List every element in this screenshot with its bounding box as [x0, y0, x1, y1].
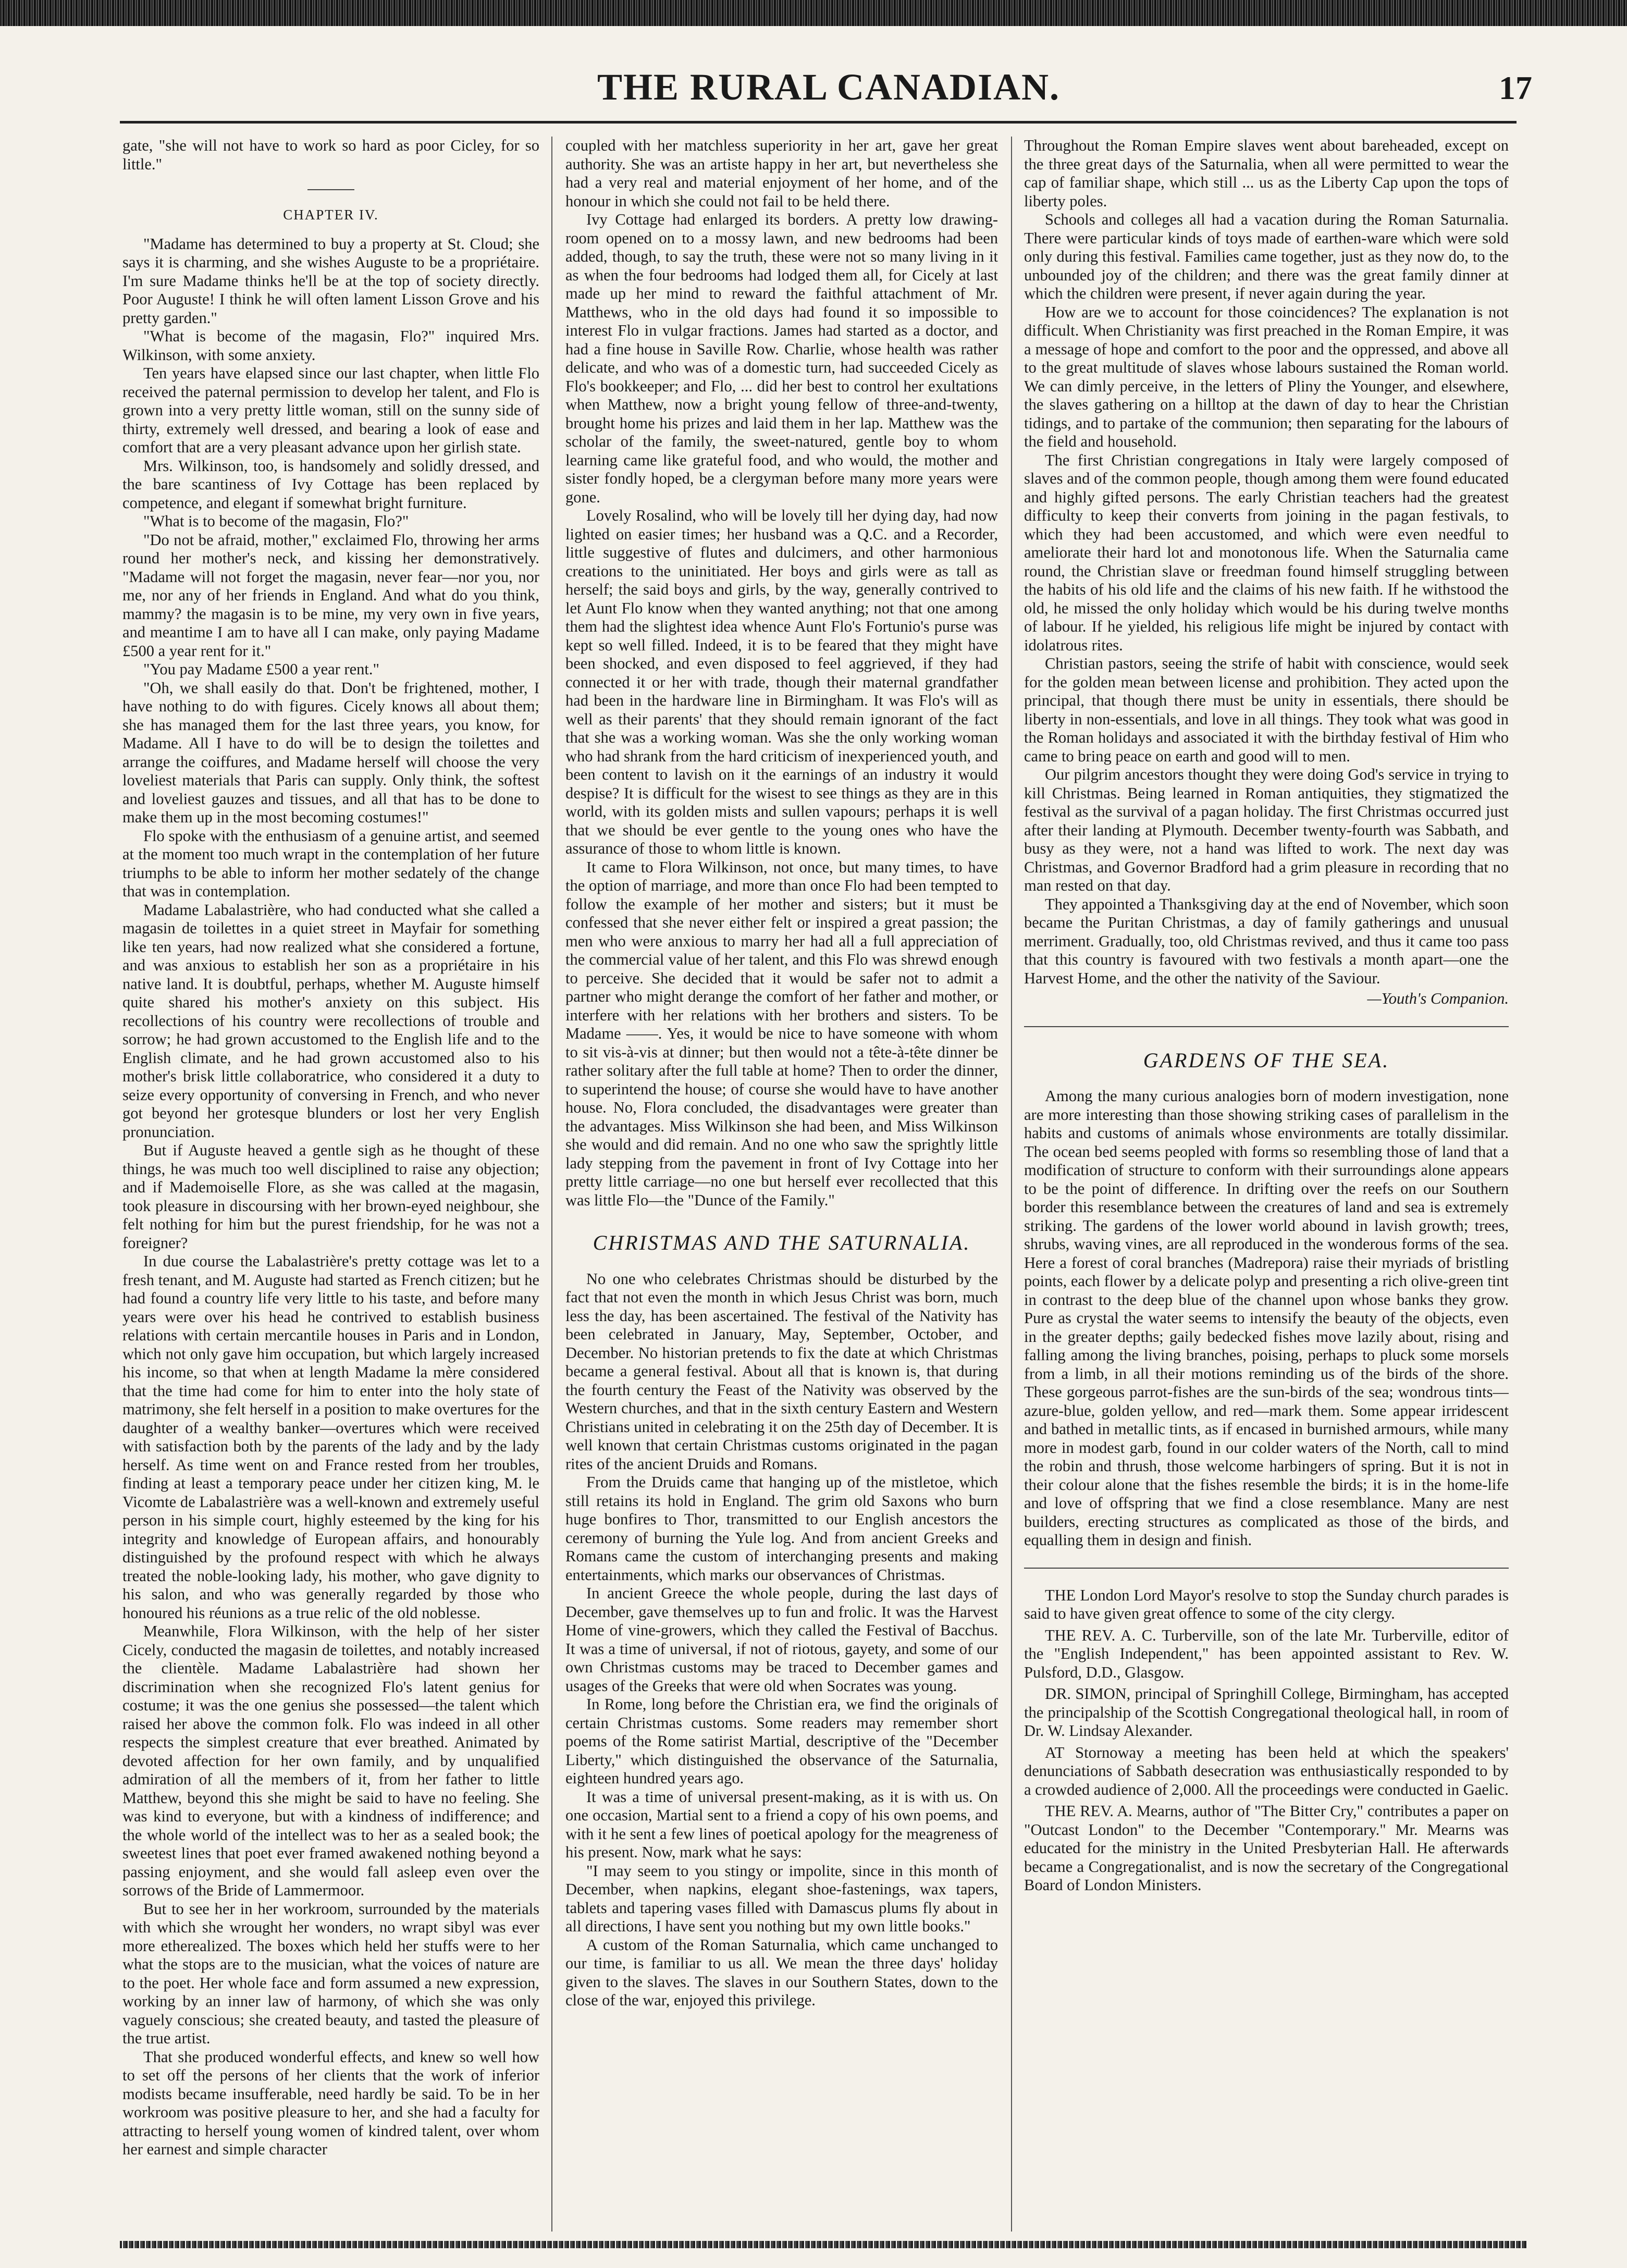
section-rule — [1024, 1026, 1509, 1027]
paragraph: coupled with her matchless superiority in her art, gave her great authority. She was an artiste happy in her art, but nevertheless she had a very real and material enjoyment of her home, and of the honour in which she could not fail to be held there. — [565, 137, 998, 210]
news-note: THE REV. A. Mearns, author of "The Bitter Cry," contributes a paper on "Outcast London" to the December "Contemporary." Mr. Mearns was educated for the ministry in the United Presbyterian Hall. He afterwards became a Congregationalist, and is now the secretary of the Congregational Board of London Ministers. — [1024, 1802, 1509, 1894]
header-rule — [120, 121, 1517, 124]
column-3 — [1024, 137, 1509, 2232]
page-header — [125, 63, 1532, 120]
paragraph: Ivy Cottage had enlarged its borders. A pretty low drawing-room opened on to a mossy lawn, and new bedrooms had been added, though, to say the truth, these were not so many living in it as when the four bedrooms had lodged them all, for Cicely at last made up her mind to reward the faithful attachment of Mr. Matthews, who in the old days had found it so impossible to interest Flo in vulgar fractions. James had started as a doctor, and had a fine house in Saville Row. Charlie, whose health was rather delicate, and who was of a domestic turn, had succeeded Cicely as Flo's bookkeeper; and Flo, ... did her best to control her exultations when Matthew, now a bright young fellow of three-and-twenty, brought home his prizes and laid them in her lap. Matthew was the scholar of the family, the sweet-natured, gentle boy to whom learning came like grateful food, and who would, the mother and sister fondly hoped, be a clergyman before many more years were gone. — [565, 211, 998, 506]
paragraph: But if Auguste heaved a gentle sigh as he thought of these things, he was much too well disciplined to raise any objection; and if Mademoiselle Flore, as she was called at the magasin, took pleasure in discoursing with her brown-eyed neighbour, she felt nothing for him but the purest friendship, for he was not a foreigner? — [122, 1141, 539, 1252]
article-signature: —Youth's Companion. — [1367, 990, 1509, 1007]
paragraph: But to see her in her workroom, surrounded by the materials with which she wrought her wonders, no wrapt sibyl was ever more etherealized. The boxes which held her stuffs were to her what the stops are to the musician, what the voices of nature are to the poet. Her whole face and form assumed a new expression, working by an inner law of harmony, of which she was only vaguely conscious; she created beauty, and tasted the pleasure of the true artist. — [122, 1900, 539, 2047]
article-title-gardens: GARDENS OF THE SEA. — [1143, 1048, 1390, 1072]
paragraph: No one who celebrates Christmas should be disturbed by the fact that not even the month in which Jesus Christ was born, much less the day, has been ascertained. The festival of the Nativity has been celebrated in January, May, September, October, and December. No historian pretends to fix the date at which Christmas became a general festival. About all that is known is, that during the fourth century the Feast of the Nativity was observed by the Western churches, and that in the sixth century Eastern and Western Christians united in celebrating it on the 25th day of December. It is well known that certain Christmas customs originated in the pagan rites of the ancient Druids and Romans. — [565, 1269, 998, 1473]
paragraph: Christian pastors, seeing the strife of habit with conscience, would seek for the golden mean between license and prohibition. They acted upon the principal, that though there must be unity in essentials, there should be liberty in non-essentials, and love in all things. They took what was good in the Roman holidays and associated it with the birthday festival of Him who came to bring peace on earth and good will to men. — [1024, 655, 1509, 765]
newspaper-title: THE RURAL CANADIAN. — [597, 66, 1061, 108]
paragraph: "Madame has determined to buy a property at St. Cloud; she says it is charming, and she wishes Auguste to be a propriétaire. I'm sure Madame thinks he'll be at the top of society directly. Poor Auguste! I think he will often lament Lisson Grove and his pretty garden." — [122, 235, 539, 327]
paragraph: They appointed a Thanksgiving day at the end of November, which soon became the Puritan Christmas, a day of family gatherings and unusual merriment. Gradually, too, old Christmas revived, and thus it came too pass that this country is favoured with two festivals a month apart—one the Harvest Home, and the other the nativity of the Saviour. — [1024, 895, 1509, 987]
paragraph: Throughout the Roman Empire slaves went about bareheaded, except on the three great days of the Saturnalia, when all were permitted to wear the cap of familiar shape, which still ... us as the Liberty Cap upon the tops of liberty poles. — [1024, 137, 1509, 210]
paragraph: Madame Labalastrière, who had conducted what she called a magasin de toilettes in a quiet street in Mayfair for something like ten years, had now realized what she considered a fortune, and was anxious to establish her son as a propriétaire in his native land. It is doubtful, perhaps, whether M. Auguste himself quite shared his mother's anxiety on this subject. His recollections of his country were recollections of trouble and sorrow; he had grown accustomed to the English life and to the English climate, and he had grown accustomed also to his mother's brisk little collaboratrice, who considered it a duty to seize every opportunity of conversing in French, and who never got beyond her grotesque blunders or lost her very English pronunciation. — [122, 901, 539, 1141]
paragraph: "You pay Madame £500 a year rent." — [143, 660, 379, 678]
quotation: "I may seem to you stingy or impolite, since in this month of December, when napkins, elegant shoe-fastenings, wax tapers, tablets and tapering vases filled with Damascus plums fly about in all directions, I have sent you nothing but my own little books." — [565, 1862, 998, 1935]
paragraph: "Oh, we shall easily do that. Don't be frightened, mother, I have nothing to do with figures. Cicely knows all about them; she has managed them for the last three years, you know, for Madame. All I have to do will be to design the toilettes and arrange the coiffures, and Madame herself will choose the very loveliest materials that Paris can supply. Only think, the softest and loveliest gauzes and tissues, and all that has to be done to make them up in the most becoming costumes!" — [122, 679, 539, 826]
paragraph: Mrs. Wilkinson, too, is handsomely and solidly dressed, and the bare scantiness of Ivy Cottage has been replaced by competence, and elegant if somewhat bright furniture. — [122, 457, 539, 512]
news-note: DR. SIMON, principal of Springhill College, Birmingham, has accepted the principalship of the Scottish Congregational theological hall, in room of Dr. W. Lindsay Alexander. — [1024, 1685, 1509, 1740]
paragraph: It came to Flora Wilkinson, not once, but many times, to have the option of marriage, and more than once Flo had been tempted to follow the example of her mother and sisters; but it must be confessed that she never either felt or inspired a great passion; the men who were anxious to marry her had all a full appreciation of the commercial value of her talent, and this Flo was shrewd enough to perceive. She decided that it would be safer not to admit a partner who might derange the comfort of her father and mother, or interfere with her relations with her brothers and sisters. To be Madame ——. Yes, it would be nice to have someone with whom to sit vis-à-vis at dinner; but then would not a tête-à-tête dinner be rather solitary after the full table at home? Then to order the dinner, to superintend the house; of course she would have to have another house. No, Flora concluded, the disadvantages were greater than the advantages. Miss Wilkinson she had been, and Miss Wilkinson she would and did remain. And no one who saw the sprightly little lady stepping from the pavement in front of Ivy Cottage into her pretty little carriage—no one but herself ever recollected that this was little Flo—the "Dunce of the Family." — [565, 858, 998, 1209]
paragraph: Ten years have elapsed since our last chapter, when little Flo received the paternal permission to develop her talent, and Flo is grown into a very pretty little woman, still on the sunny side of thirty, extremely well dressed, and bearing a look of ease and comfort that are a very pleasant advance upon her girlish state. — [122, 364, 539, 456]
section-rule — [1024, 1568, 1509, 1569]
paragraph: In ancient Greece the whole people, during the last days of December, gave themselves up to fun and frolic. It was the Harvest Home of vine-growers, which they called the Festival of Bacchus. It was a time of universal, if not of riotous, gayety, and some of our own Christmas customs may be traced to December games and usages of the Greeks that were old when Socrates was young. — [565, 1584, 998, 1695]
chapter-heading: CHAPTER IV. — [283, 207, 379, 223]
paragraph: Meanwhile, Flora Wilkinson, with the help of her sister Cicely, conducted the magasin de toilettes, and notably increased the clientèle. Madame Labalastrière had shown her discrimination when she recognized Flo's latent genius for costume; it was the one genius she possessed—the talent which raised her above the common folk. Flo was indeed in all other respects the simplest creature that ever breathed. Animated by devoted affection for her own family, and by unqualified admiration of all the members of it, from her father to little Matthew, beyond this she might be said to have no feeling. She was kind to everyone, but with a kindness of indifference; and the whole world of the intellect was to her as a sealed book; the sweetest lines that poet ever framed awakened nothing beyond a passing enjoyment, and she would fall asleep even over the sorrows of the Bride of Lammermoor. — [122, 1622, 539, 1899]
news-note: THE London Lord Mayor's resolve to stop the Sunday church parades is said to have given great offence to some of the city clergy. — [1024, 1586, 1509, 1622]
paragraph: Among the many curious analogies born of modern investigation, none are more interesting than those showing striking cases of parallelism in the habits and customs of animals whose environments are totally dissimilar. The ocean bed seems peopled with forms so resembling those of land that a modification of structure to conform with their surroundings alone appears to be the point of difference. In drifting over the reefs on our Southern border this resemblance between the creatures of land and sea is extremely striking. The gardens of the lower world abound in lavish growth; trees, shrubs, waving vines, are all reproduced in the wonderous forms of the sea. Here a forest of coral branches (Madrepora) raise their myriads of bristling points, each flower by a delicate polyp and presenting a rich olive-green tint in contrast to the deep blue of the channel upon whose banks they grow. Pure as crystal the water seems to intensify the beauty of the objects, even in the greater depths; gaily bedecked fishes move lazily about, rising and falling among the living branches, poising, perhaps to pluck some morsels from a limb, in all their motions reminding us of the birds of the shore. These gorgeous parrot-fishes are the sun-birds of the sea; wondrous tints—azure-blue, golden yellow, and red—mark them. Some appear irridescent and bathed in metallic tints, as if encased in burnished armours, while many more in modest garb, found in our colder waters of the North, call to mind the robin and thrush, those welcome harbingers of spring. But it is not in their colour alone that the fishes resemble the birds; it is in the home-life and love of offspring that we find a close resemblance. Many are nest builders, erecting structures as complicated as those of the birds, and equalling them in design and finish. — [1024, 1087, 1509, 1549]
column-rule — [551, 137, 552, 2232]
story-continuation: gate, "she will not have to work so hard as poor Cicley, for so little." — [122, 137, 539, 173]
paragraph: "What is to become of the magasin, Flo?" — [143, 512, 409, 530]
paragraph: Lovely Rosalind, who will be lovely till her dying day, had now lighted on easier times; her husband was a Q.C. and a Recorder, little suggestive of flutes and dulcimers, and other harmonious creations to the uninitiated. Her boys and girls were as tall as herself; the said boys and girls, by the way, generally contrived to let Aunt Flo know when they wanted anything; not that one among them had the slightest idea whence Aunt Flo's Fortunio's purse was kept so well filled. Indeed, it is to be feared that they might have been shocked, and even disposed to feel aggrieved, if they had connected it or her with trade, though their maternal grandfather had been in the hardware line in Birmingham. It was Flo's will as well as their parents' that they should remain ignorant of the fact that she was a working woman. Was she the only working woman who had shrank from the hard criticism of inexperienced youth, and been content to lavish on it the earnings of an industry it would despise? It is difficult for the wisest to see things as they are in this world, with its golden mists and sullen vapours; perhaps it is well that we should be ever gentle to the young ones who have the assurance of those to whom little is known. — [565, 507, 998, 857]
paragraph: Our pilgrim ancestors thought they were doing God's service in trying to kill Christmas. Being learned in Roman antiquities, they stigmatized the festival as the survival of a pagan holiday. The first Christmas occurred just after their landing at Plymouth. December twenty-fourth was Sabbath, and busy as they were, not a hand was lifted to work. The next day was Christmas, and Governor Bradford had a grim pleasure in recording that no man rested on that day. — [1024, 766, 1509, 894]
news-note: AT Stornoway a meeting has been held at which the speakers' denunciations of Sabbath desecration was enthusiastically responded to by a crowded audience of 2,000. All the proceedings were conducted in Gaelic. — [1024, 1743, 1509, 1798]
news-note: THE REV. A. C. Turberville, son of the late Mr. Turberville, editor of the "English Independent," has been appointed assistant to Rev. W. Pulsford, D.D., Glasgow. — [1024, 1626, 1509, 1681]
paragraph: From the Druids came that hanging up of the mistletoe, which still retains its hold in England. The grim old Saxons who burn huge bonfires to Thor, transmitted to our English ancestors the ceremony of burning the Yule log. And from ancient Greeks and Romans came the custom of interchanging presents and making entertainments, which marks our observances of Christmas. — [565, 1473, 998, 1584]
column-rule — [1011, 137, 1012, 2232]
paragraph: In due course the Labalastrière's pretty cottage was let to a fresh tenant, and M. Auguste had started as French citizen; but he had found a country life very little to his taste, and before many years were over his head he contrived to establish business relations with certain mercantile houses in Paris and in London, which not only gave him occupation, but which largely increased his income, so that when at length Madame la mère considered that the time had come for him to enter into the holy state of matrimony, she felt herself in a position to make overtures for the daughter of a wealthy banker—overtures which were received with satisfaction both by the parents of the lady and by the lady herself. As time went on and France rested from her troubles, finding at least a temporary peace under her citizen king, M. le Vicomte de Labalastrière was a well-known and extremely useful person in his simple court, highly esteemed by the king for his integrity and knowledge of European affairs, and honourably distinguished by the profound respect with which he always treated the noble-looking lady, his mother, who gave dignity to his salon, and who was generally regarded by those who honoured his réunions as a true relic of the old noblesse. — [122, 1252, 539, 1622]
paragraph: "What is become of the magasin, Flo?" inquired Mrs. Wilkinson, with some anxiety. — [122, 327, 539, 364]
paragraph: A custom of the Roman Saturnalia, which came unchanged to our time, is familiar to us all. We mean the three days' holiday given to the slaves. The slaves in our Southern States, down to the close of the war, enjoyed this privilege. — [565, 1936, 998, 2009]
paragraph: In Rome, long before the Christian era, we find the originals of certain Christmas customs. Some readers may remember short poems of the Rome satirist Martial, descriptive of the "December Liberty," which distinguished the observance of the Saturnalia, eighteen hundred years ago. — [565, 1695, 998, 1787]
paragraph: The first Christian congregations in Italy were largely composed of slaves and of the common people, though among them were found educated and highly gifted persons. The early Christian teachers had the greatest difficulty to keep their converts from joining in the pagan festivals, to which they had been accustomed, and which were even needful to ameliorate their hard lot and monotonous life. When the Saturnalia came round, the Christian slave or freedman found himself struggling between the habits of his old life and the claims of his new faith. If he withstood the old, he missed the only holiday which would be his during twelve months of labour. If he yielded, his religious life might be injured by contact with idolatrous rites. — [1024, 451, 1509, 654]
paragraph: That she produced wonderful effects, and knew so well how to set off the persons of her clients that the work of inferior modists became insufferable, need hardly be said. To be in her workroom was positive pleasure to her, and she had a faculty for attracting to herself young women of kindred talent, over whom her earnest and simple character — [122, 2048, 539, 2158]
paragraph: "Do not be afraid, mother," exclaimed Flo, throwing her arms round her mother's neck, and kissing her demonstratively. "Madame will not forget the magasin, never fear—nor you, nor me, nor any of her friends in England. And what do you think, mammy? the magasin is to be mine, my very own in five years, and meantime I am to have all I can make, only paying Madame £500 a year rent for it." — [122, 531, 539, 660]
article-title-christmas: CHRISTMAS AND THE SATURNALIA. — [593, 1231, 971, 1254]
page-number: 17 — [1499, 69, 1532, 106]
column-2 — [565, 137, 998, 2232]
top-border — [0, 0, 1627, 26]
paragraph: Flo spoke with the enthusiasm of a genuine artist, and seemed at the moment too much wrapt in the contemplation of her future triumphs to be able to inform her mother sedately of the change that was in contemplation. — [122, 827, 539, 900]
section-separator — [307, 189, 354, 190]
paragraph: How are we to account for those coincidences? The explanation is not difficult. When Christianity was first preached in the Roman Empire, it was a message of hope and comfort to the poor and the oppressed, and above all to the great multitude of slaves whose labours sustained the Roman world. We can dimly perceive, in the letters of Pliny the Younger, and elsewhere, the slaves gathering on a hilltop at the dawn of day to hear the Christian tidings, and to partake of the communion; then separating for the labours of the field and household. — [1024, 303, 1509, 450]
bottom-border — [120, 2241, 1527, 2248]
paragraph: Schools and colleges all had a vacation during the Roman Saturnalia. There were particular kinds of toys made of earthen-ware which were sold only during this festival. Families came together, just as they now do, to the unbounded joy of the children; and there was the great family dinner at which the children were present, if never again during the year. — [1024, 211, 1509, 302]
column-1 — [122, 137, 539, 2232]
paragraph: It was a time of universal present-making, as it is with us. On one occasion, Martial sent to a friend a copy of his own poems, and with it he sent a few lines of poetical apology for the meagreness of his present. Now, mark what he says: — [565, 1788, 998, 1861]
